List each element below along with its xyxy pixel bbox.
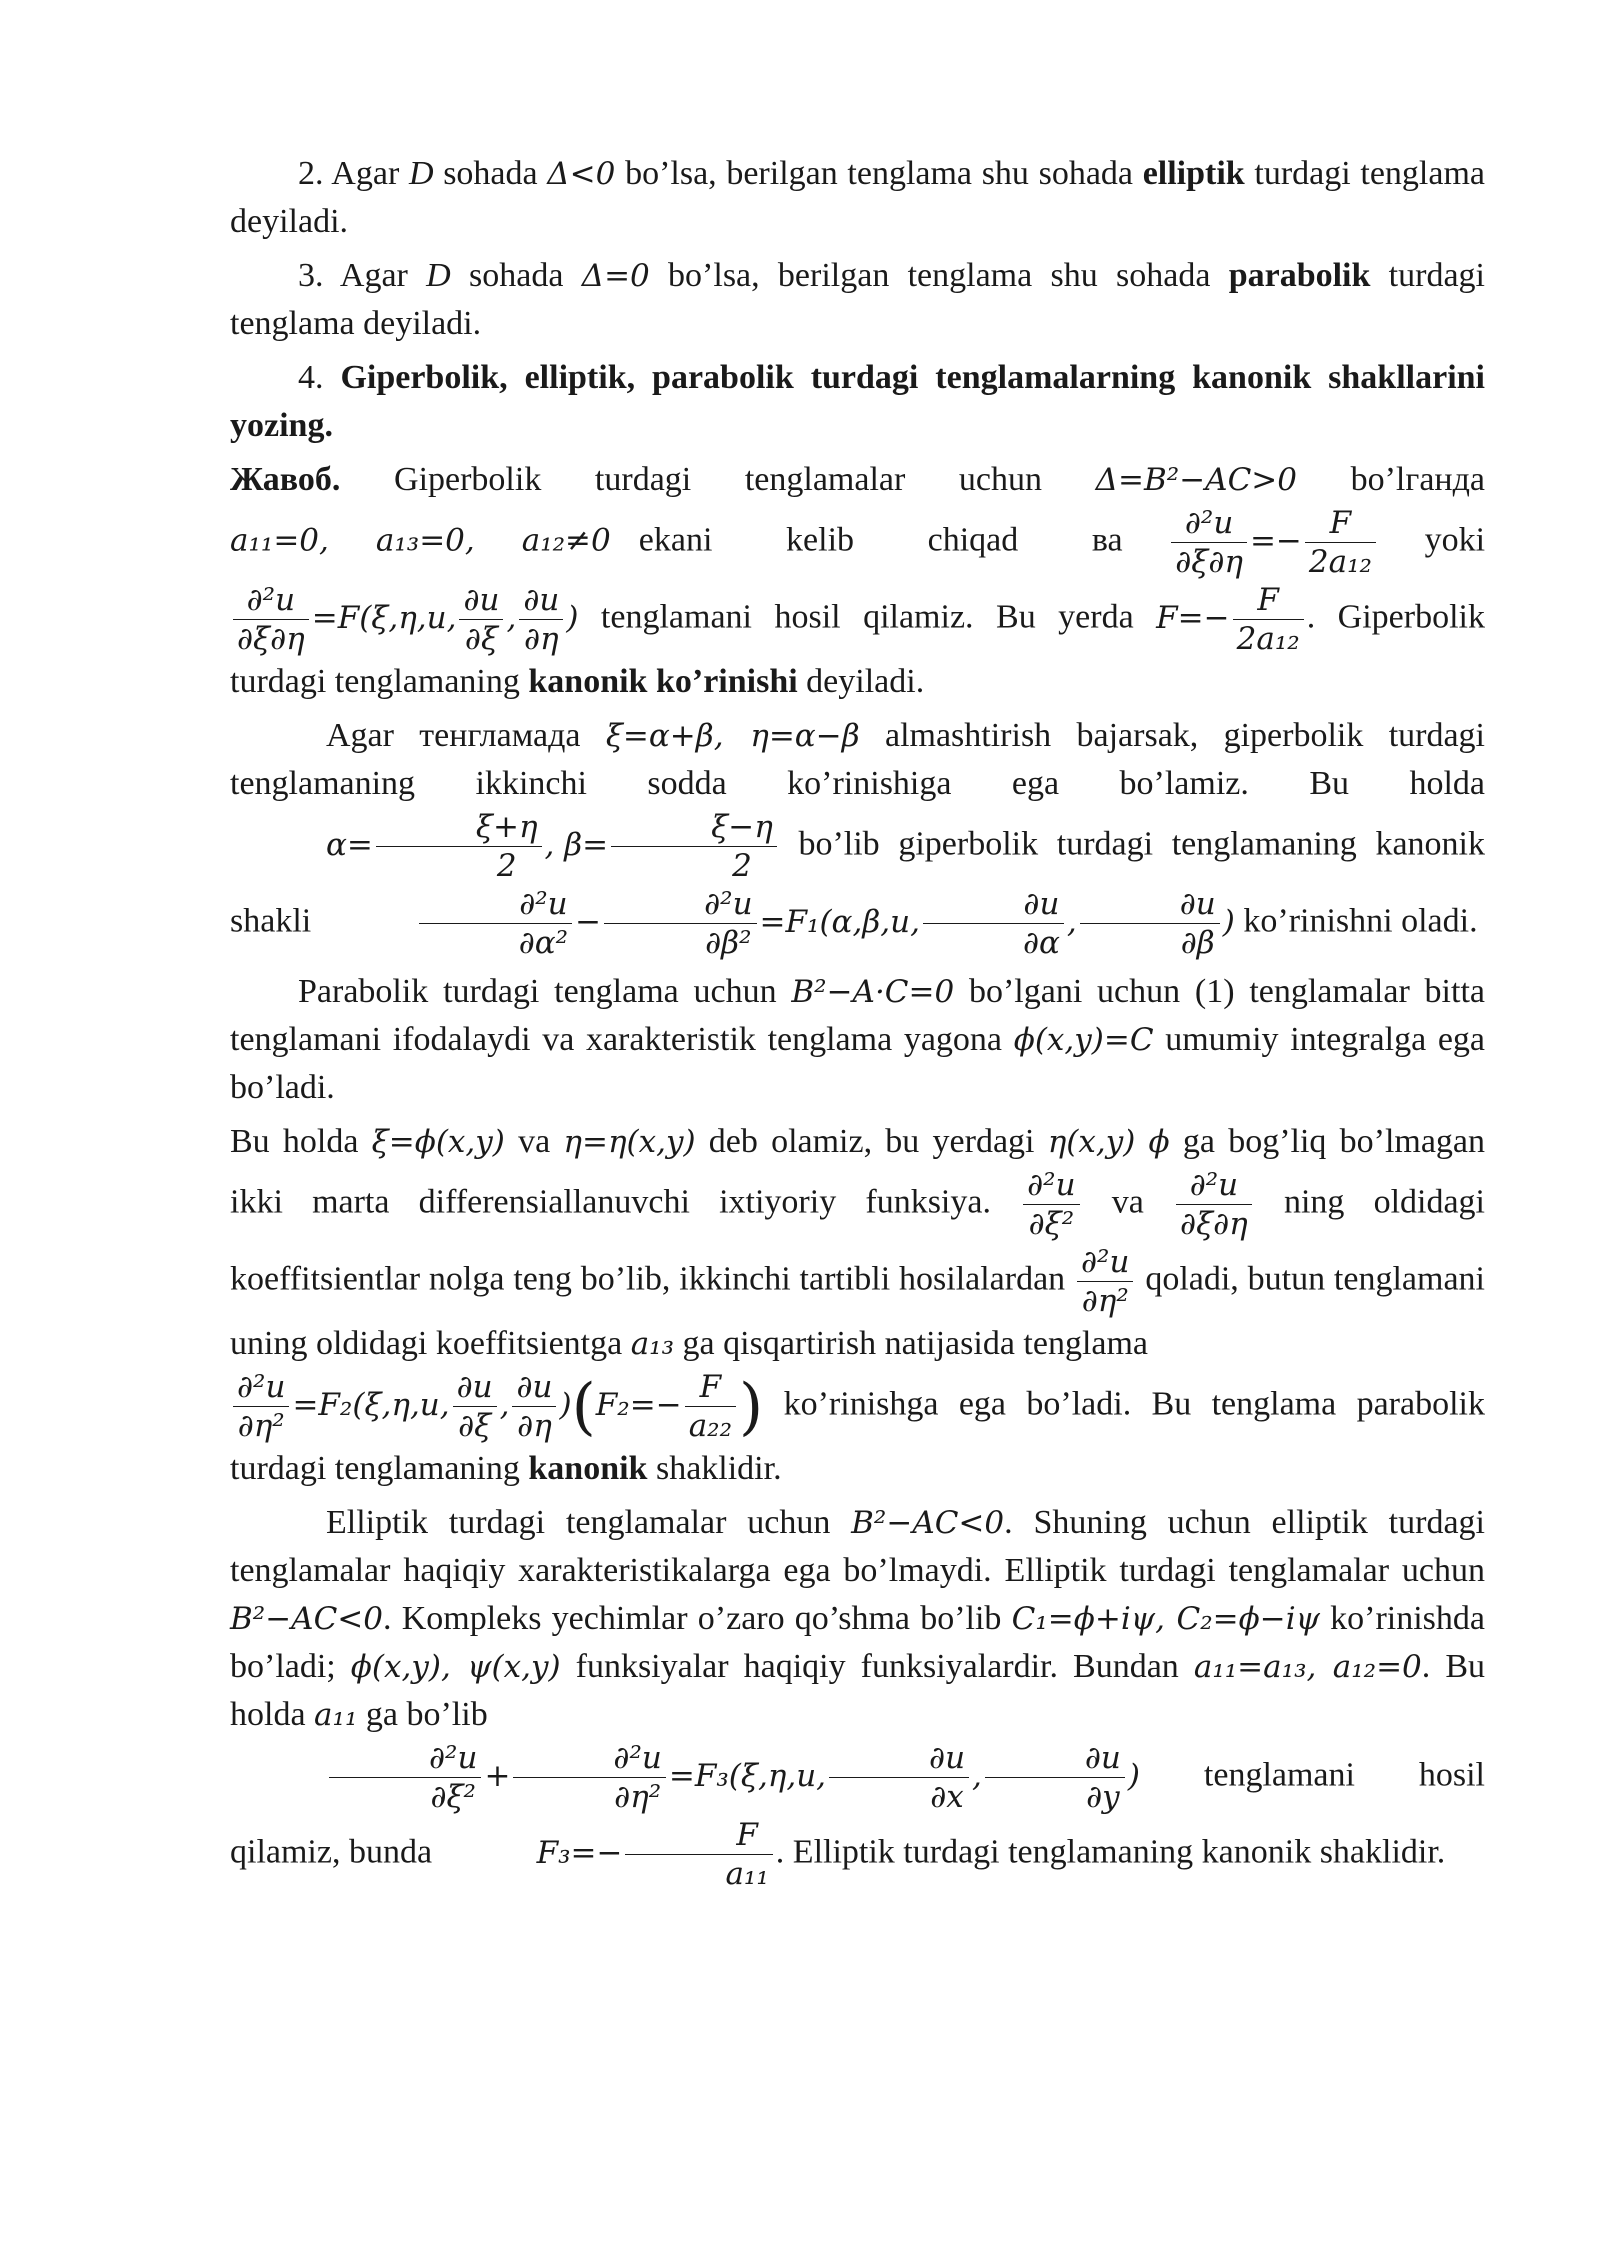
math-parabolic-condition: B²−A·C=0 bbox=[791, 974, 955, 1010]
formula-text: ) bbox=[559, 1387, 572, 1423]
math-general-integral: ϕ(x,y)=C bbox=[1013, 1022, 1154, 1058]
frac-num: F bbox=[1305, 504, 1376, 543]
math-real-functions: ϕ(x,y), ψ(x,y) bbox=[350, 1649, 561, 1685]
text: sohada bbox=[433, 155, 548, 192]
math-elliptic-condition: B²−AC<0 bbox=[230, 1601, 383, 1637]
text: va bbox=[1082, 1183, 1174, 1221]
text: bo’lганда bbox=[1297, 461, 1485, 498]
big-paren: ) bbox=[739, 1369, 764, 1443]
frac-den: 2 bbox=[496, 848, 517, 884]
frac-num: ∂u bbox=[829, 1739, 969, 1778]
math-eta-xy: η(x,y) bbox=[1047, 1124, 1136, 1160]
math-elliptic-condition: B²−AC<0 bbox=[851, 1505, 1005, 1541]
frac-den: ∂ξ² bbox=[430, 1779, 476, 1815]
elliptic-paragraph bbox=[230, 1499, 1485, 1893]
frac-den: ∂x bbox=[930, 1779, 964, 1815]
frac-den: ∂α bbox=[1022, 925, 1060, 961]
big-paren: ( bbox=[571, 1369, 596, 1443]
text: shaklidir. bbox=[647, 1450, 782, 1487]
text: deyiladi. bbox=[797, 663, 925, 700]
math-coefficients: a₁₁=0, a₁₃=0, a₁₂≠0 bbox=[230, 522, 611, 559]
text: ning oldidagi koeffitsientlar nolga teng bo’lib, ikkinchi tartibli hosilalardan bbox=[230, 1183, 1485, 1298]
frac-den: ∂ξ∂η bbox=[1175, 544, 1243, 580]
frac-den: ∂η bbox=[524, 621, 559, 657]
parabolic-continuation bbox=[230, 1118, 1485, 1493]
formula-d2u-dxi2 bbox=[1020, 1166, 1082, 1243]
frac-den: ∂η bbox=[517, 1408, 552, 1444]
text: qoladi, butun tenglamani uning oldidagi koeffitsientga bbox=[230, 1260, 1485, 1362]
operator: − bbox=[575, 904, 602, 940]
formula-hyperbolic-canonical: $\frac{\text{∂²u}}{\partial\xi\partial\eta}$ =F(ξ,η,u, $\frac{\partial u}{\partial\xi}$ , $\frac{\partial u}{\partial\eta}$ ) bbox=[230, 581, 578, 658]
operator: =− bbox=[1249, 523, 1302, 559]
formula-text: ) bbox=[566, 600, 579, 636]
formula-text: =F₂(ξ,η,u, bbox=[292, 1387, 450, 1423]
formula-d2u-deta2 bbox=[1074, 1243, 1136, 1320]
text: 3. Agar bbox=[298, 257, 427, 294]
bold-term-kanonik: kanonik bbox=[528, 1450, 648, 1487]
text: . Giperbolik turdagi tenglamaning bbox=[230, 598, 1485, 700]
text: bo’lgani uchun (1) tenglamalar bitta tenglamani ifodalaydi va xarakteristik tenglama yagona bbox=[230, 973, 1485, 1058]
frac-den: 2 bbox=[732, 848, 752, 884]
math-xi: ξ=ϕ(x,y) bbox=[371, 1124, 505, 1160]
frac-num: ∂u bbox=[519, 581, 563, 620]
formula-elliptic-canonical: $\frac{\text{∂²u}}{\text{∂ξ²}}$ + $\frac{\text{∂²u}}{\text{∂η²}}$ =F₃(ξ,η,u, $\frac{\partial u}{\partial x}$ , $\frac{\partial u}{\partial y}$ ) bbox=[230, 1739, 1140, 1816]
text: bo’lib giperbolik turdagi tenglamaning kanonik shakli bbox=[230, 825, 1485, 940]
frac-num: ∂u bbox=[453, 1368, 497, 1407]
frac-num: ∂²u bbox=[604, 885, 756, 924]
frac-num: ∂²u bbox=[419, 885, 572, 924]
text: funksiyalar haqiqiy funksiyalardir. Bundan bbox=[560, 1648, 1194, 1685]
question-title: Giperbolik, elliptik, parabolik turdagi tenglamalarning kanonik shakllarini yozing. bbox=[230, 359, 1486, 444]
frac-den: ∂η² bbox=[1081, 1283, 1129, 1319]
text: yoki bbox=[1424, 521, 1486, 559]
text: kelib bbox=[786, 521, 855, 559]
frac-num: F bbox=[625, 1816, 772, 1855]
math-complex-solutions: C₁=ϕ+iψ, C₂=ϕ−iψ bbox=[1011, 1601, 1320, 1637]
item-4-question bbox=[230, 354, 1485, 450]
math-D: D bbox=[426, 257, 451, 294]
bold-term-elliptik: elliptik bbox=[1142, 155, 1245, 192]
text: Agar тенгламада bbox=[326, 717, 606, 754]
text: almashtirish bajarsak, giperbolik turdagi tenglamaning ikkinchi sodda ko’rinishiga ega bo’lamiz. Bu holda bbox=[230, 717, 1486, 802]
frac-num: ∂u bbox=[512, 1368, 556, 1407]
text: umumiy integralga ega bo’ladi. bbox=[230, 1021, 1485, 1106]
formula-text: ) bbox=[1222, 904, 1235, 940]
text: ko’rinishni oladi. bbox=[1234, 902, 1478, 940]
formula-text: =F₃(ξ,η,u, bbox=[668, 1758, 827, 1794]
frac-den: ∂ξ∂η bbox=[1180, 1206, 1248, 1242]
frac-den: ∂β bbox=[1180, 925, 1215, 961]
parabolic-paragraph bbox=[230, 968, 1485, 1112]
frac-num: ∂u bbox=[459, 581, 503, 620]
frac-num: F bbox=[685, 1368, 736, 1407]
frac-den: 2a₁₂ bbox=[1236, 621, 1300, 657]
text: ва bbox=[1091, 521, 1123, 559]
math-delta-zero: Δ=0 bbox=[581, 258, 650, 294]
math-substitution: ξ=α+β, η=α−β bbox=[605, 718, 860, 754]
text: ga bo’lib bbox=[357, 1696, 488, 1733]
bold-term-parabolik: parabolik bbox=[1228, 257, 1371, 294]
frac-num: ∂²u bbox=[329, 1739, 481, 1778]
frac-den: ∂β² bbox=[705, 925, 752, 961]
bold-term-kanonik: kanonik ko’rinishi bbox=[528, 663, 798, 700]
text: deb olamiz, bu yerdagi bbox=[695, 1123, 1048, 1160]
text: Giperbolik turdagi tenglamalar uchun bbox=[340, 461, 1096, 498]
formula-parabolic-canonical: $\frac{\text{∂²u}}{\text{∂η²}}$ =F₂(ξ,η,u, $\frac{\partial u}{\partial\xi}$ , $\frac{\partial u}{\partial\eta}$ )(F₂=− $\frac{F}{\text{a₂₂}}$ ) bbox=[230, 1368, 763, 1445]
frac-num: ∂²u bbox=[233, 1368, 289, 1407]
frac-num: ∂²u bbox=[513, 1739, 665, 1778]
text: Bu holda bbox=[230, 1123, 372, 1160]
formula-text: F₃=− bbox=[536, 1835, 623, 1871]
frac-num: ∂u bbox=[1080, 885, 1220, 924]
formula-text: =F₁(α,β,u, bbox=[759, 904, 920, 940]
text: Elliptik turdagi tenglamalar uchun bbox=[326, 1504, 852, 1541]
item-3-paragraph bbox=[230, 252, 1485, 348]
formula-d2u-dxideta bbox=[1173, 1166, 1255, 1243]
frac-num: ∂u bbox=[923, 885, 1064, 924]
frac-num: ∂²u bbox=[233, 581, 309, 620]
text: turdagi tenglama deyiladi. bbox=[230, 257, 1485, 342]
math-a13: a₁₃ bbox=[630, 1326, 675, 1362]
math-coefficients: a₁₁=a₁₃, a₁₂=0 bbox=[1193, 1649, 1422, 1685]
text: tenglamani hosil qilamiz, bunda bbox=[230, 1756, 1485, 1871]
frac-den: ∂η² bbox=[614, 1779, 662, 1815]
text: . Elliptik turdagi tenglamaning kanonik shaklidir. bbox=[775, 1833, 1446, 1871]
text: . Bu holda bbox=[230, 1648, 1486, 1733]
text: turdagi tenglama deyiladi. bbox=[230, 155, 1486, 240]
formula-F3 bbox=[441, 1816, 776, 1893]
formula-alpha-beta bbox=[230, 808, 780, 885]
operator: + bbox=[484, 1758, 511, 1794]
math-eta: η=η(x,y) bbox=[563, 1124, 696, 1160]
text: ekani bbox=[638, 521, 713, 559]
text: ko’rinishga ega bo’ladi. Bu tenglama parabolik turdagi tenglamaning bbox=[230, 1385, 1485, 1487]
frac-num: ξ+η bbox=[376, 808, 542, 847]
answer-paragraph bbox=[230, 456, 1485, 706]
frac-den: ∂ξ∂η bbox=[237, 621, 305, 657]
math-delta-negative: Δ<0 bbox=[547, 156, 616, 192]
text: va bbox=[504, 1123, 564, 1160]
math-phi: ϕ bbox=[1148, 1124, 1170, 1160]
answer-label: Жавоб. bbox=[230, 461, 341, 498]
frac-den: ∂α² bbox=[518, 925, 569, 961]
text: ga bog’liq bo’lmagan ikki marta differensiallanuvchi ixtiyoriy funksiya. bbox=[230, 1123, 1486, 1221]
frac-den: ∂ξ² bbox=[1028, 1206, 1075, 1242]
text: chiqad bbox=[927, 521, 1019, 559]
text: ko’rinishda bo’ladi; bbox=[230, 1600, 1486, 1685]
frac-num: ∂²u bbox=[1171, 504, 1247, 543]
text: sohada bbox=[450, 257, 582, 294]
formula-text: =F(ξ,η,u, bbox=[311, 600, 457, 636]
math-discriminant-positive: Δ=B²−AC>0 bbox=[1095, 462, 1297, 498]
frac-den: a₁₁ bbox=[725, 1856, 769, 1892]
formula-hyperbolic-first bbox=[1168, 504, 1379, 581]
frac-den: 2a₁₂ bbox=[1308, 544, 1372, 580]
frac-num: ∂²u bbox=[1176, 1166, 1252, 1205]
frac-den: ∂η² bbox=[237, 1408, 285, 1444]
hyperbolic-second-form bbox=[230, 712, 1485, 962]
formula-text: α= bbox=[326, 827, 373, 863]
text: . Shuning uchun elliptik turdagi tenglamalar haqiqiy xarakteristikalarga ega bo’lmaydi. Elliptik turdagi tenglamalar uchun bbox=[230, 1504, 1485, 1589]
formula-F-bar bbox=[1156, 581, 1307, 658]
text: . Kompleks yechimlar o’zaro qo’shma bo’lib bbox=[383, 1600, 1012, 1637]
frac-den: ∂y bbox=[1086, 1779, 1120, 1815]
text: ga qisqartirish natijasida tenglama bbox=[674, 1325, 1149, 1362]
frac-num: ∂u bbox=[985, 1739, 1125, 1778]
formula-hyperbolic-second: $\frac{\text{∂²u}}{\text{∂α²}}$ − $\frac{\text{∂²u}}{\text{∂β²}}$ =F₁(α,β,u, $\frac{\partial u}{\partial\alpha}$ , $\frac{\partial u}{\partial\beta}$ ) bbox=[320, 885, 1235, 962]
formula-text: ) bbox=[1127, 1758, 1141, 1794]
frac-num: ∂²u bbox=[1023, 1166, 1079, 1205]
text: bo’lsa, berilgan tenglama shu sohada bbox=[649, 257, 1229, 294]
formula-text: F=− bbox=[1156, 600, 1230, 636]
item-2-paragraph bbox=[230, 150, 1485, 246]
text: Parabolik turdagi tenglama uchun bbox=[298, 973, 792, 1010]
math-D: D bbox=[408, 155, 434, 192]
math-a11: a₁₁ bbox=[314, 1697, 358, 1733]
formula-text: F₂=− bbox=[595, 1387, 682, 1423]
text: 4. bbox=[298, 359, 341, 396]
frac-num: ξ−η bbox=[611, 808, 777, 847]
frac-num: F bbox=[1233, 581, 1304, 620]
frac-den: ∂ξ bbox=[458, 1408, 492, 1444]
formula-text: , β= bbox=[544, 827, 609, 863]
frac-num: ∂²u bbox=[1077, 1243, 1133, 1282]
text: bo’lsa, berilgan tenglama shu sohada bbox=[615, 155, 1143, 192]
text: 2. Agar bbox=[298, 155, 409, 192]
text: tenglamani hosil qilamiz. Bu yerda bbox=[578, 598, 1157, 636]
frac-den: ∂ξ bbox=[464, 621, 499, 657]
frac-den: a₂₂ bbox=[688, 1408, 733, 1444]
